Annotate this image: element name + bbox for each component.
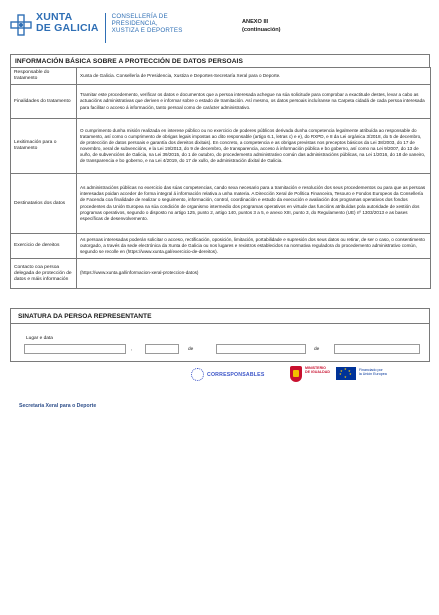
- privacy-info-link[interactable]: (https://www.xunta.gal/informacion-xeral-proteccion-datos): [77, 259, 431, 289]
- eu-funding-label: [359, 368, 387, 377]
- day-input[interactable]: [145, 344, 179, 354]
- ministry-line1: MINISTERIO: [305, 366, 326, 370]
- ministry-eu-logos: [290, 366, 387, 382]
- dept-line1: CONSELLERÍA DE: [111, 13, 168, 20]
- logo-divider: [105, 13, 106, 43]
- logo-line1: XUNTA: [36, 11, 73, 23]
- annex-label: [242, 18, 281, 34]
- place-input[interactable]: [24, 344, 126, 354]
- signature-section: [10, 308, 430, 362]
- corresponsables-icon: [191, 368, 204, 381]
- row-label: Exercicio de dereitos: [11, 234, 77, 259]
- table-row: [11, 259, 431, 289]
- table-row: [11, 85, 431, 119]
- row-value: Tramitar este procedemento, verificar os datos e documentos que a persoa interesada achegue na súa solicitude para comprobar a exactitude destes, levar a cabo as actuacións administrativas que deriven e informar sobre o estado de tramitación. Así mesmo, os datos persoais incluíranse na Carpeta cidadá de cada persoa interesada para facilitar o acceso á información, tanto persoal como de carácter administrativo.: [77, 85, 431, 119]
- row-value: Xunta de Galicia. Consellería de Presidencia, Xustiza e Deportes-Secretaría Xeral para o Deporte.: [77, 68, 431, 85]
- xunta-logo: [10, 12, 183, 43]
- department-name: [112, 13, 183, 34]
- ministry-label: [305, 366, 330, 375]
- row-label: Lexitimación para o tratamento: [11, 119, 77, 174]
- dept-line2: PRESIDENCIA,: [111, 20, 158, 27]
- year-input[interactable]: [334, 344, 420, 354]
- de-separator: de: [314, 347, 320, 352]
- month-input[interactable]: [216, 344, 306, 354]
- row-label: Contacto coa persoa delegada de protección de datos e máis información: [11, 259, 77, 289]
- corresponsables-logo: [191, 368, 264, 381]
- row-label: Finalidades do tratamento: [11, 85, 77, 119]
- eu-line2: la Unión Europea: [358, 372, 387, 377]
- place-date-label: Lugar e data: [26, 336, 53, 341]
- xunta-cross-icon: [10, 14, 32, 36]
- table-row: [11, 68, 431, 85]
- row-value: O cumprimento dunha misión realizada en interese público ou no exercicio de poderes públicos derivada dunha competencia legalmente atribuída ao responsable do tratamento, así como o cumprimento de obrigas legais impostas ao dito responsable (artigo 6.1, letras c) e e), do RXPD, e 8 da Lei orgánica 3/2018, do 5 de decembro, de protección de datos persoais e garantía dos dereitos dixitais). En concreto, a competencia e as obrigas previstas nos preceptos básicos da Lei 38/2003, do 17 de novembro, xeral de subvencións, e la Lei 19/2013, do 9 de decembro, de transparencia, acceso á información pública e bo goberno, así como na Lei 9/2007, do 13 de xuño, de subvencións de Galicia, na Lei 39/2015, do 1 de outubro, do procedemento administrativo común das administracións públicas, na Lei 1/2016, do 18 de xaneiro, de transparencia e bo goberno, e na Lei 4/2019, do 17 de xullo, de administración dixital de Galicia.: [77, 119, 431, 174]
- eu-line1: Financiado por: [358, 368, 383, 372]
- ministry-line2: DE IGUALDAD: [305, 370, 330, 375]
- dept-line3: XUSTIZA E DEPORTES: [111, 27, 183, 34]
- annex-title: ANEXO III: [242, 19, 269, 25]
- row-value: As administracións públicas no exercicio das súas competencias, cando sexa necesario para a tramitación e resolución dos seus procedementos ou para que as persoas interesadas poidan acceder de forma integral á información relativa a unha materia. A Dirección Xeral de Política Financeira, Tesouro e Fondos Europeos da Consellería de Facenda coa finalidade de realizar o seguimento, información, control, coordinación e estudo da execución e avaliación dos programas operativos dos fondos procedentes da Unión Europea na súa condición de organismo intermedio dos programas operativos en virtude das funcións atribuídas pola autoridade de xestión dos programas operativos, segundo o disposto no artigo 125, punto 2, artigo 140, puntos 3 a 5, e anexo XIII, punto 3, do Regulamento (UE) nº 1303/2013 e as bases específicas de desenvolvemento.: [77, 174, 431, 234]
- page-header: [10, 12, 430, 54]
- annex-subtitle: (continuación): [242, 27, 281, 33]
- table-row: [11, 119, 431, 174]
- row-label: Destinatarios dos datos: [11, 174, 77, 234]
- data-protection-table: [10, 67, 431, 289]
- section-title: INFORMACIÓN BÁSICA SOBRE A PROTECCIÓN DE DATOS PERSOAIS: [10, 54, 430, 67]
- eu-flag-icon: ★ ★ ★ ★ ★ ★: [336, 367, 356, 380]
- logo-line2: DE GALICIA: [36, 22, 99, 34]
- logo-wordmark: [36, 12, 99, 34]
- footer-department: Secretaría Xeral para o Deporte: [19, 403, 97, 409]
- signature-title: SINATURA DA PERSOA REPRESENTANTE: [18, 313, 152, 320]
- corresponsables-label: CORRESPONSABLES: [207, 371, 265, 378]
- row-value: As persoas interesadas poderán solicitar o acceso, rectificación, oposición, limitación, portabilidade e supresión dos seus datos ou retirar, de ser o caso, o consentimento outorgado, a través da sede electrónica da Xunta de Galicia ou nos lugares e rexistros establecidos na normativa reguladora do procedemento administrativo común, segundo se recolle en (https://www.xunta.gal/exercicio-de-dereitos).: [77, 234, 431, 259]
- signature-divider: [11, 323, 429, 324]
- table-row: [11, 234, 431, 259]
- table-row: [11, 174, 431, 234]
- row-label: Responsable do tratamento: [11, 68, 77, 85]
- de-separator: de: [188, 347, 194, 352]
- comma-separator: ,: [131, 347, 133, 352]
- funding-logos: [0, 366, 439, 390]
- spain-shield-icon: [290, 366, 302, 382]
